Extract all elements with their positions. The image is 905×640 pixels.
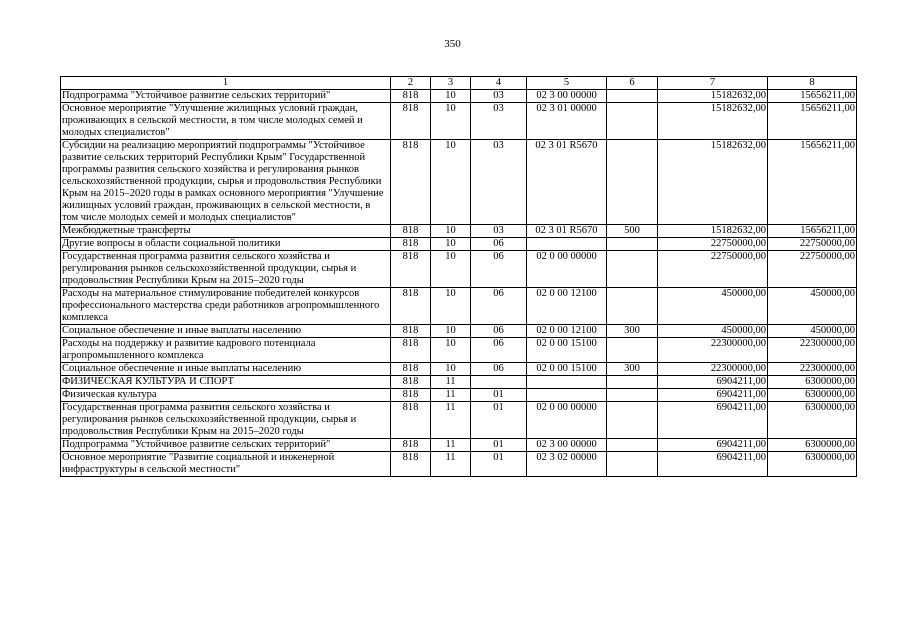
- row-amount-2020-cell: 450000,00: [768, 325, 857, 338]
- row-name-cell: Подпрограмма "Устойчивое развитие сельских территорий": [61, 439, 391, 452]
- row-name-cell: Расходы на материальное стимулирование победителей конкурсов профессионального мастерства среди работников агропромышленного комплекса: [61, 288, 391, 325]
- row-ved-cell: 818: [391, 225, 431, 238]
- row-amount-2019-cell: 22750000,00: [658, 238, 768, 251]
- row-vr-cell: [607, 103, 658, 140]
- row-ved-cell: 818: [391, 389, 431, 402]
- row-csr-cell: 02 0 00 15100: [527, 338, 607, 363]
- row-vr-cell: [607, 439, 658, 452]
- row-amount-2020-cell: 15656211,00: [768, 90, 857, 103]
- row-amount-2019-cell: 15182632,00: [658, 140, 768, 225]
- row-amount-2019-cell: 22750000,00: [658, 251, 768, 288]
- row-amount-2020-cell: 22750000,00: [768, 238, 857, 251]
- row-ved-cell: 818: [391, 103, 431, 140]
- row-name-cell: Расходы на поддержку и развитие кадрового потенциала агропромышленного комплекса: [61, 338, 391, 363]
- row-csr-cell: [527, 238, 607, 251]
- row-pr-cell: 06: [471, 338, 527, 363]
- row-name-cell: Физическая культура: [61, 389, 391, 402]
- row-rz-cell: 11: [431, 452, 471, 477]
- row-amount-2020-cell: 6300000,00: [768, 439, 857, 452]
- row-pr-cell: 01: [471, 389, 527, 402]
- row-ved-cell: 818: [391, 90, 431, 103]
- row-pr-cell: 03: [471, 225, 527, 238]
- row-vr-cell: [607, 251, 658, 288]
- table-row: [61, 338, 857, 363]
- row-pr-cell: 03: [471, 90, 527, 103]
- table-row: [61, 225, 857, 238]
- row-rz-cell: 10: [431, 225, 471, 238]
- row-rz-cell: 10: [431, 288, 471, 325]
- row-rz-cell: 11: [431, 376, 471, 389]
- row-csr-cell: 02 0 00 12100: [527, 325, 607, 338]
- row-ved-cell: 818: [391, 452, 431, 477]
- row-amount-2020-cell: 6300000,00: [768, 389, 857, 402]
- header-col-5: 5: [527, 77, 607, 90]
- row-vr-cell: [607, 402, 658, 439]
- row-amount-2020-cell: 450000,00: [768, 288, 857, 325]
- row-vr-cell: [607, 140, 658, 225]
- row-pr-cell: [471, 376, 527, 389]
- budget-table: [60, 76, 857, 477]
- table-row: [61, 439, 857, 452]
- header-col-7: 7: [658, 77, 768, 90]
- row-rz-cell: 11: [431, 402, 471, 439]
- row-amount-2020-cell: 22750000,00: [768, 251, 857, 288]
- row-pr-cell: 06: [471, 288, 527, 325]
- row-vr-cell: [607, 288, 658, 325]
- row-amount-2020-cell: 6300000,00: [768, 376, 857, 389]
- row-ved-cell: 818: [391, 439, 431, 452]
- row-amount-2019-cell: 15182632,00: [658, 90, 768, 103]
- row-name-cell: Субсидии на реализацию мероприятий подпрограммы "Устойчивое развитие сельских территорий Республики Крым" Государственной программы развития сельского хозяйства и регулирования рынков сельскохозяйственной продукции, сырья и продовольствия Республики Крым на 2015–2020 годы в рамках основного мероприятия "Улучшение жилищных условий граждан, проживающих в сельской местности, в том числе молодых семей и молодых специалистов": [61, 140, 391, 225]
- table-row: [61, 376, 857, 389]
- row-amount-2020-cell: 22300000,00: [768, 363, 857, 376]
- row-rz-cell: 10: [431, 238, 471, 251]
- table-row: [61, 452, 857, 477]
- table-body: [61, 90, 857, 477]
- row-ved-cell: 818: [391, 376, 431, 389]
- row-pr-cell: 03: [471, 103, 527, 140]
- header-col-4: 4: [471, 77, 527, 90]
- row-ved-cell: 818: [391, 402, 431, 439]
- row-rz-cell: 10: [431, 363, 471, 376]
- row-vr-cell: 300: [607, 363, 658, 376]
- row-pr-cell: 01: [471, 439, 527, 452]
- row-name-cell: Подпрограмма "Устойчивое развитие сельских территорий": [61, 90, 391, 103]
- row-name-cell: Межбюджетные трансферты: [61, 225, 391, 238]
- row-name-cell: Основное мероприятие "Улучшение жилищных условий граждан, проживающих в сельской местности, в том числе молодых семей и молодых специалистов": [61, 103, 391, 140]
- row-pr-cell: 03: [471, 140, 527, 225]
- row-rz-cell: 11: [431, 439, 471, 452]
- row-ved-cell: 818: [391, 325, 431, 338]
- row-name-cell: Государственная программа развития сельского хозяйства и регулирования рынков сельскохозяйственной продукции, сырья и продовольствия Республики Крым на 2015–2020 годы: [61, 251, 391, 288]
- row-amount-2019-cell: 6904211,00: [658, 376, 768, 389]
- header-col-3: 3: [431, 77, 471, 90]
- row-ved-cell: 818: [391, 363, 431, 376]
- row-amount-2019-cell: 22300000,00: [658, 363, 768, 376]
- row-vr-cell: [607, 338, 658, 363]
- row-vr-cell: [607, 238, 658, 251]
- row-amount-2020-cell: 6300000,00: [768, 402, 857, 439]
- row-rz-cell: 10: [431, 251, 471, 288]
- table-row: [61, 402, 857, 439]
- row-pr-cell: 06: [471, 251, 527, 288]
- row-amount-2019-cell: 450000,00: [658, 288, 768, 325]
- row-vr-cell: [607, 389, 658, 402]
- table-row: [61, 363, 857, 376]
- row-amount-2019-cell: 6904211,00: [658, 452, 768, 477]
- row-ved-cell: 818: [391, 251, 431, 288]
- row-rz-cell: 10: [431, 140, 471, 225]
- row-csr-cell: 02 0 00 15100: [527, 363, 607, 376]
- row-name-cell: Государственная программа развития сельского хозяйства и регулирования рынков сельскохозяйственной продукции, сырья и продовольствия Республики Крым на 2015–2020 годы: [61, 402, 391, 439]
- table-row: [61, 238, 857, 251]
- row-name-cell: Социальное обеспечение и иные выплаты населению: [61, 363, 391, 376]
- row-ved-cell: 818: [391, 338, 431, 363]
- row-rz-cell: 10: [431, 90, 471, 103]
- row-amount-2019-cell: 6904211,00: [658, 402, 768, 439]
- row-ved-cell: 818: [391, 140, 431, 225]
- row-csr-cell: 02 3 01 00000: [527, 103, 607, 140]
- row-csr-cell: 02 0 00 00000: [527, 402, 607, 439]
- row-pr-cell: 06: [471, 363, 527, 376]
- table-row: [61, 325, 857, 338]
- row-pr-cell: 01: [471, 402, 527, 439]
- header-row: [61, 77, 857, 90]
- table-row: [61, 251, 857, 288]
- row-pr-cell: 01: [471, 452, 527, 477]
- row-csr-cell: 02 3 00 00000: [527, 90, 607, 103]
- row-csr-cell: 02 3 02 00000: [527, 452, 607, 477]
- row-vr-cell: [607, 90, 658, 103]
- row-vr-cell: 500: [607, 225, 658, 238]
- header-col-2: 2: [391, 77, 431, 90]
- row-ved-cell: 818: [391, 288, 431, 325]
- row-csr-cell: 02 3 01 R5670: [527, 140, 607, 225]
- row-pr-cell: 06: [471, 325, 527, 338]
- row-amount-2019-cell: 15182632,00: [658, 225, 768, 238]
- row-rz-cell: 10: [431, 103, 471, 140]
- row-amount-2020-cell: 15656211,00: [768, 103, 857, 140]
- row-name-cell: ФИЗИЧЕСКАЯ КУЛЬТУРА И СПОРТ: [61, 376, 391, 389]
- table-row: [61, 103, 857, 140]
- row-amount-2020-cell: 15656211,00: [768, 140, 857, 225]
- table-row: [61, 389, 857, 402]
- header-col-8: 8: [768, 77, 857, 90]
- table-row: [61, 288, 857, 325]
- row-csr-cell: [527, 376, 607, 389]
- row-amount-2019-cell: 15182632,00: [658, 103, 768, 140]
- row-name-cell: Другие вопросы в области социальной политики: [61, 238, 391, 251]
- row-rz-cell: 11: [431, 389, 471, 402]
- row-csr-cell: 02 0 00 12100: [527, 288, 607, 325]
- row-csr-cell: 02 0 00 00000: [527, 251, 607, 288]
- row-ved-cell: 818: [391, 238, 431, 251]
- header-col-6: 6: [607, 77, 658, 90]
- header-col-1: 1: [61, 77, 391, 90]
- row-pr-cell: 06: [471, 238, 527, 251]
- page-number: 350: [444, 38, 461, 50]
- row-csr-cell: 02 3 01 R5670: [527, 225, 607, 238]
- row-rz-cell: 10: [431, 325, 471, 338]
- row-amount-2020-cell: 6300000,00: [768, 452, 857, 477]
- row-csr-cell: [527, 389, 607, 402]
- row-csr-cell: 02 3 00 00000: [527, 439, 607, 452]
- row-amount-2019-cell: 6904211,00: [658, 389, 768, 402]
- row-amount-2020-cell: 15656211,00: [768, 225, 857, 238]
- row-vr-cell: [607, 376, 658, 389]
- row-amount-2019-cell: 450000,00: [658, 325, 768, 338]
- row-amount-2020-cell: 22300000,00: [768, 338, 857, 363]
- row-name-cell: Основное мероприятие "Развитие социальной и инженерной инфраструктуры в сельской местности": [61, 452, 391, 477]
- row-amount-2019-cell: 6904211,00: [658, 439, 768, 452]
- table-row: [61, 140, 857, 225]
- table-row: [61, 90, 857, 103]
- row-rz-cell: 10: [431, 338, 471, 363]
- row-amount-2019-cell: 22300000,00: [658, 338, 768, 363]
- row-vr-cell: [607, 452, 658, 477]
- row-name-cell: Социальное обеспечение и иные выплаты населению: [61, 325, 391, 338]
- row-vr-cell: 300: [607, 325, 658, 338]
